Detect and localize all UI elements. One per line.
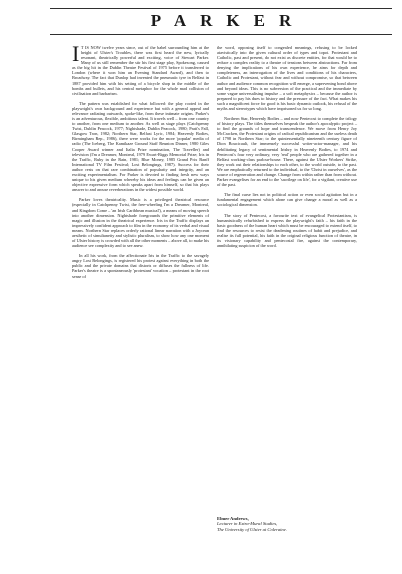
page-title: PARKER	[150, 11, 306, 30]
body-paragraph: The story of Pentecost, a favourite text of evangelical Protestantism, is humanistically refurbished to express the playwright's faith – his faith in the basic goodness of the human heart which must be encouraged to extend itself, to find the resources to resist the deadening routines of habit and prejudice, and realise its full potential, his faith in the original religious function of theatre, in its visionary capability and pentecostal fire, against the contemporary, annihilating suspicion of the word.	[217, 212, 357, 249]
body-paragraph: Parker loves theatricality. Music is a privileged theatrical resource (especially in Catchpenny Twist, the free-wheeling I'm a Dreamer, Montreal, and Kingdom Come – 'an Irish Caribbean musical'), a means of moving speech into another dimension. Nightshade foregrounds the primitive elements of magic and illusion in the theatrical experience. Iris in the Traffic displays an impressively confident approach to film in the economy of its verbal and visual means. Northern Star replaces orderly rational linear narration with a Joycean aesthetic of simultaneity and stylistic pluralism, to show how any one moment of Ulster history is crowded with all the other moments – above all, to make his audience see complexity and to see anew.	[72, 197, 209, 249]
author-name: Elmer Andrews,	[217, 516, 249, 521]
left-text-column	[72, 41, 209, 279]
body-paragraph: The pattern was established for what followed: the play rooted in the playwright's own background and experience but with a general appeal and relevance radiating outwards, spoke-like, from these intimate origins. Parker's is an adventurous, flexible, ambitious talent. It travels well – from one country to another, from one medium to another. As well as stage plays (Catchpenny Twist, Dublin Peacock, 1977; Nightshade, Dublin Peacock, 1980; Pratt's Fall, Glasgow Tron, 1982; Northern Star, Belfast Lyric, 1984; Heavenly Bodies, Birmingham Rep., 1986), there were works for the more 'popular' media of radio (The Iceberg, The Kamikaze Ground Staff Reunion Dinner, 1980 Giles Cooper Award winner and Italia Prize nomination, The Traveller) and television (I'm a Dreamer, Montreal, 1979 Ewart-Biggs Memorial Prize; Iris in the Traffic, Ruby in the Rain, 1981; Blue Money, 1985 Grand Prix Banff International TV Film Festival; Lost Belongings, 1987). Success for their author rests on that rare combination of popularity and integrity, and an exciting experimentalism. For Parker is devoted to finding fresh new ways unique to his given medium whereby his ideas and feelings can be given an objective expressive form which speaks apart from himself, so that his plays answer to and arouse reverberations in the widest possible world.	[72, 100, 209, 193]
author-title: Lecturer in Extra-Mural Studies,	[217, 521, 278, 527]
body-paragraph: Northern Star, Heavenly Bodies – and now Pentecost to complete the trilogy of history plays. The titles themselves bespeak the author's apocalyptic project – to find the grounds of hope and transcendence. We move from Henry Joy McCracken, the Protestant origins of radical republicanism and the useless death of 1798 in Northern Star; to the quintessentially nineteenth century figure of Dion Boucicault, the immensely successful writer-actor-manager, and his debilitating legacy of sentimental Irishry in Heavenly Bodies, to 1974 and Pentecost's four very ordinary, very 'real' people who are gathered together in a Belfast working-class parlour-house. There, against the Ulster Workers' Strike, they work out their relationships to each other, to the world outside, to the past. We are emphatically returned to the individual, to the 'Christ in ourselves', as the source of regeneration and change. Change from within rather than from without. Parker evangelises for an end to the 'sacrilege on life', for a vigilant, creative use of the past.	[217, 116, 357, 188]
body-paragraph: In all his work, from the affectionate Iris in the Traffic to the savagely angry Lost Belongings, is registered his protest against everything in both the public and the private domains that distorts or diffuses the fullness of life. Parker's theatre is a spontaneously 'protestant' vocation – protestant in the root sense of	[72, 253, 209, 279]
intro-paragraph	[72, 41, 209, 96]
paragraph-text: T IS NOW twelve years since, out of the babel surrounding him at the height of Ulster's Troubles, there was first heard the new, lyrically resonant, theatrically powerful and exciting, voice of Stewart Parker. Many of us still remember the stir his first stage play, Spokesong, caused as the big hit in the Dublin Theatre Festival of 1975 before it transferred to London (where it won him an Evening Standard Award), and then to Broadway. The fact that Dunlop had invented the pneumatic tyre in Belfast in 1887 provided him with his setting of a bicycle shop in the middle of the bombs and bullets, and his central metaphor for the whole mad collision of civilisation and barbarism.	[72, 45, 209, 96]
body-paragraph: The final curse lies not in political action or even social agitation but in a fundamental engagement which alone can give change a moral as well as a sociological dimension.	[217, 192, 357, 208]
drop-cap: I	[72, 41, 80, 66]
author-affiliation: The University of Ulster at Coleraine.	[217, 526, 287, 532]
author-signature	[217, 516, 357, 532]
body-paragraph: the word, opposing itself to congealed meanings, refusing to be locked atavistically into the given cultural order of types and topoi. Protestant and Catholic, past and present, do not exist as discrete entities, for that would be to reduce a complex reality to a theatre of tensions between abstractions. Far from denying the implications of his own experience, he aims for depth and completeness, an interrogation of the lives and conditions of his characters, Catholic and Protestant, without fear and without compromise, so that between author and audience common recognition will emerge, a supervening bond above and beyond ideas. This is no subversion of the practical and the immediate by some vague universalising impulse – a soft metaphysics – because the author is prepared to pay his dues to history and the pressure of the fact. What makes his such a magnificent force for good is his basic dynamic outlook, his refusal of the myths and stereotypes which have imprisoned us for so long.	[217, 45, 357, 111]
header-bottom-rule	[50, 34, 392, 35]
right-text-column	[217, 45, 357, 248]
header-top-rule	[50, 8, 392, 9]
